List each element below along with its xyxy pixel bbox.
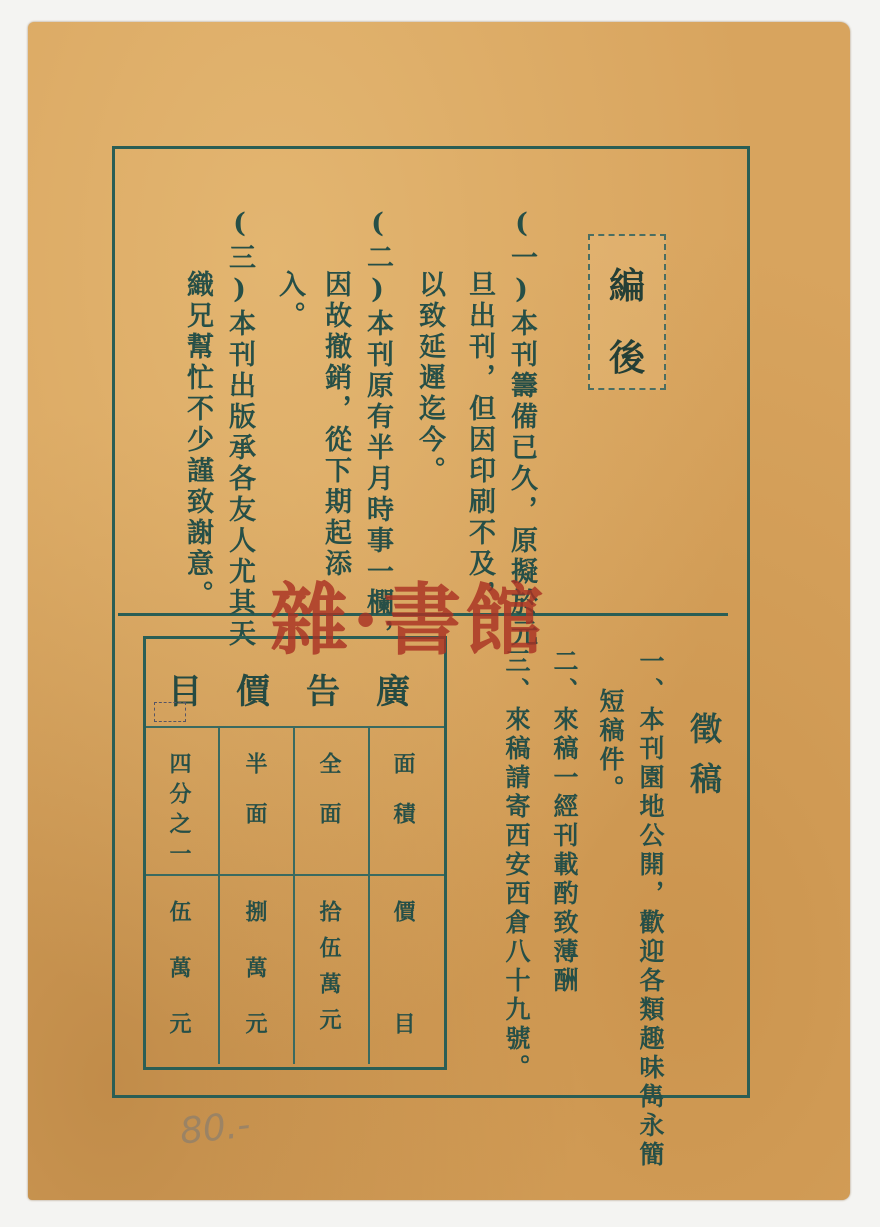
ad-table-col-rule-3: [368, 728, 370, 1064]
ad-table-row-rule: [146, 874, 444, 876]
editorial-item-3-line-2: 織兄幫忙不少謹致謝意。: [182, 270, 213, 611]
ad-header-quarter: 四分之一: [166, 752, 192, 872]
pencil-price-note: 80.-: [178, 1104, 253, 1153]
editorial-item-3-line-1: (三)本刊出版承各友人尤其天: [224, 208, 255, 650]
editorial-item-2-line-2: 因故撤銷，從下期起添: [320, 270, 351, 580]
ad-table-col-rule-2: [293, 728, 295, 1064]
library-watermark: 雜·書館: [270, 575, 548, 666]
editorial-item-2-line-1: (二)本刊原有半月時事一欄，: [362, 208, 393, 650]
ad-header-full: 全面: [316, 752, 342, 852]
editorial-title-box: [588, 234, 666, 390]
ad-table-title-char-4: 目: [168, 672, 202, 712]
ad-table-title-char-2: 告: [306, 672, 340, 712]
ad-table-title-char-1: 廣: [376, 672, 410, 712]
cfp-item-3: 三、來稿請寄西安西倉八十九號。: [502, 648, 531, 1083]
ad-table-header-rule: [146, 726, 444, 728]
ad-header-half: 半面: [242, 752, 268, 852]
ad-table-title-char-3: 價: [236, 672, 270, 712]
ad-price-label: 價目: [390, 900, 416, 1124]
ad-price-quarter: 伍萬元: [166, 900, 192, 1068]
cfp-item-2: 二、來稿一經刊載酌致薄酬: [550, 648, 579, 996]
ad-price-half: 捌萬元: [242, 900, 268, 1068]
ad-price-full: 拾伍萬元: [316, 900, 342, 1044]
ad-header-area: 面積: [390, 752, 416, 852]
editorial-item-1-line-1: (一)本刊籌備已久，原擬於元: [506, 208, 537, 650]
call-for-papers-title: 徵稿: [685, 712, 723, 812]
cfp-item-1-line-1: 一、本刊園地公開，歡迎各類趣味雋永簡: [636, 648, 665, 1170]
editorial-title-char-1: 編: [608, 265, 645, 307]
cfp-item-1-line-2: 短稿件。: [596, 688, 625, 804]
editorial-item-1-line-3: 以致延遲迄今。: [414, 270, 445, 487]
stamp-mark: [154, 702, 186, 722]
editorial-title-char-2: 後: [608, 337, 645, 379]
editorial-item-2-line-3: 入。: [274, 270, 305, 332]
editorial-item-1-line-2: 旦出刊，但因印刷不及，: [464, 270, 495, 611]
ad-table-col-rule-1: [218, 728, 220, 1064]
